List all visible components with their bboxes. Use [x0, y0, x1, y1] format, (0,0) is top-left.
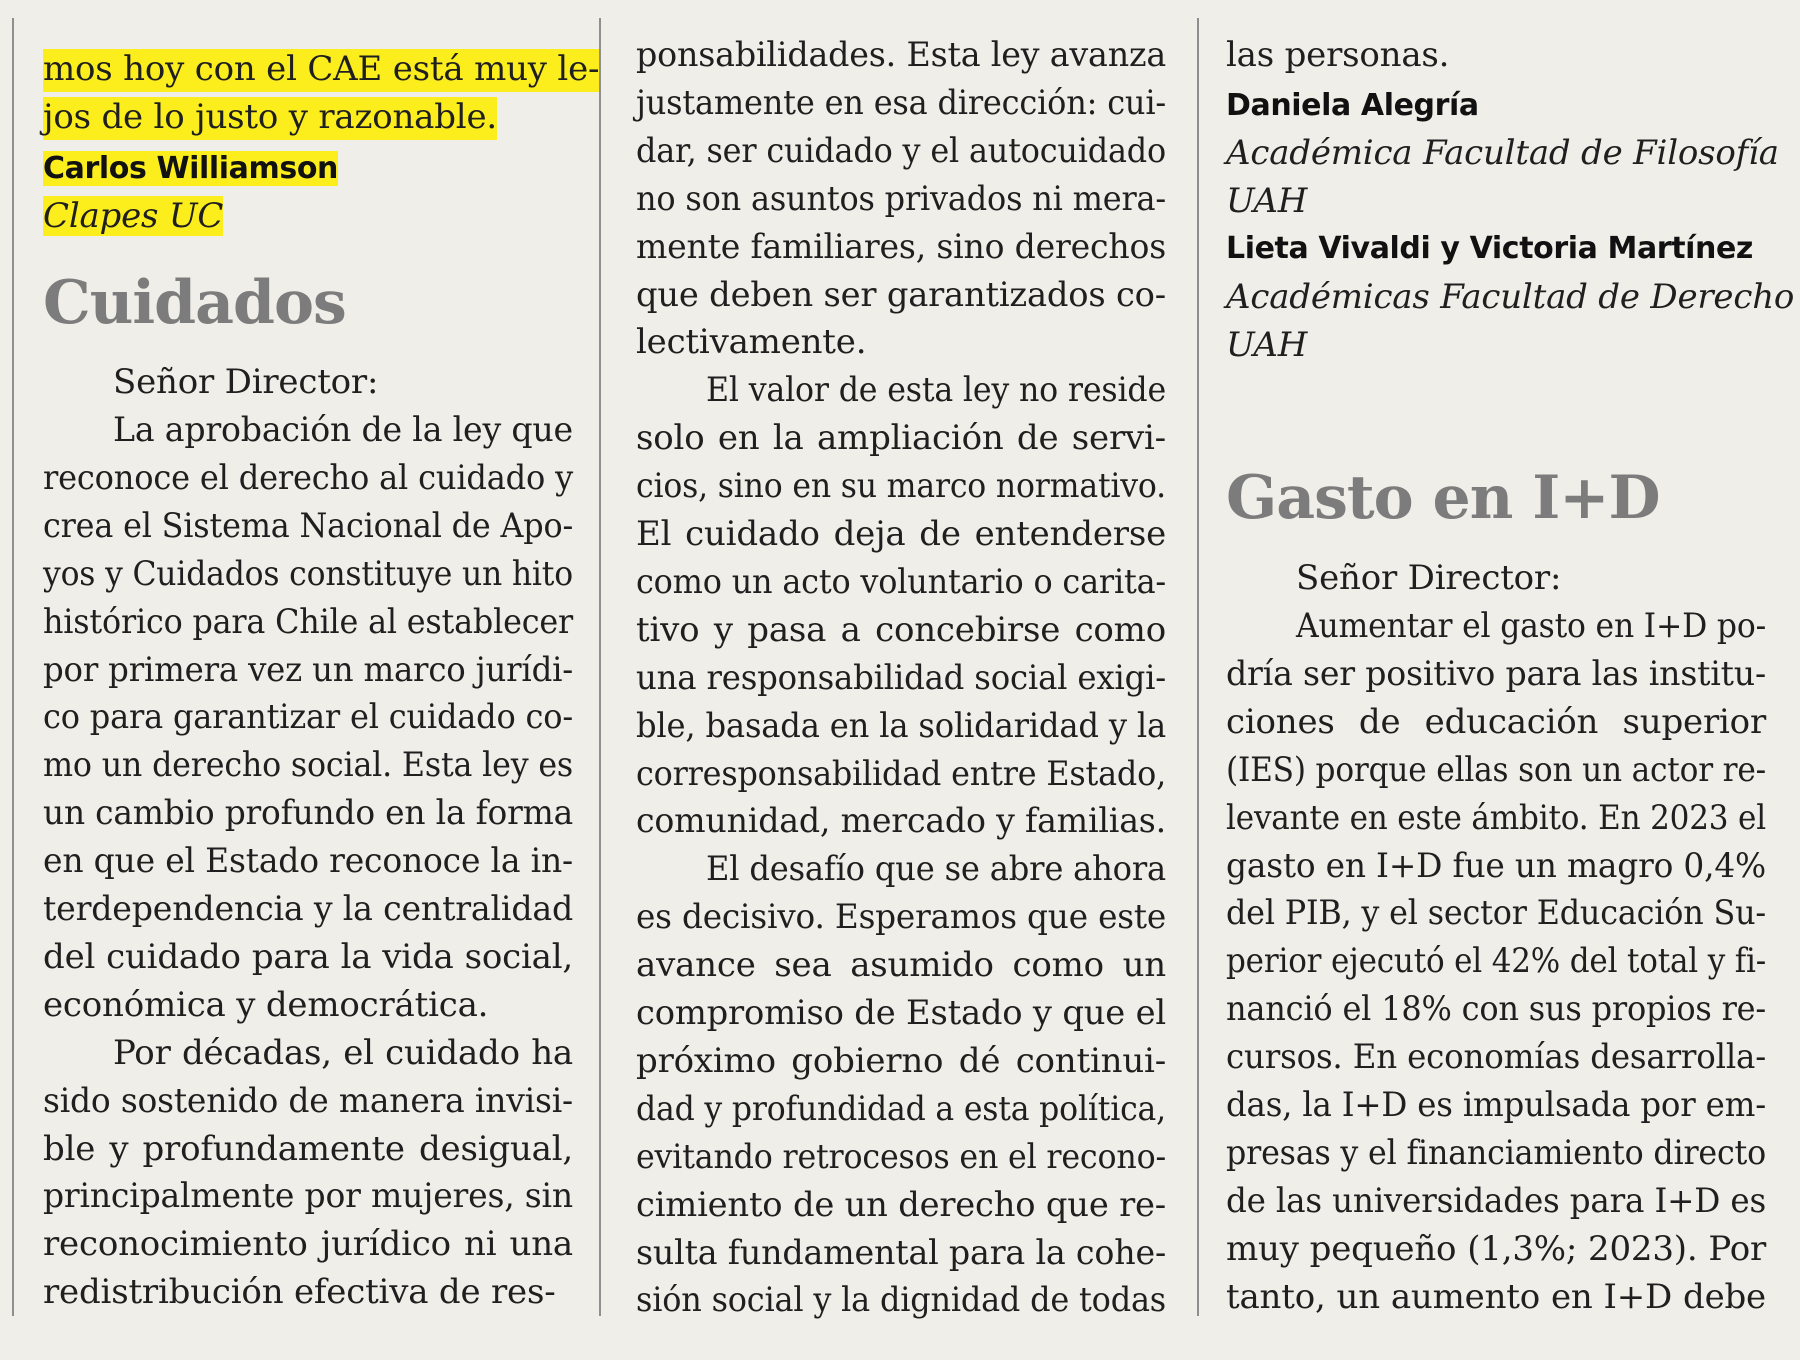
body-line: sido sostenido de manera invisi-: [43, 1080, 573, 1121]
column-rule-center-left: [599, 18, 601, 1316]
author-affiliation: Académicas Facultad de Derecho: [1226, 277, 1795, 317]
body-line: reconocimiento jurídico ni una: [43, 1224, 574, 1265]
author-affiliation: Clapes UC: [43, 196, 224, 236]
body-line: ble y profundamente desigual,: [43, 1128, 574, 1169]
body-line: como un acto voluntario o carita-: [636, 561, 1167, 602]
body-line: dar, ser cuidado y el autocuidado: [636, 130, 1167, 171]
body-line: ponsabilidades. Esta ley avanza: [636, 35, 1167, 75]
body-line: ble, basada en la solidaridad y la: [636, 705, 1167, 746]
body-line: del PIB, y el sector Educación Su-: [1226, 893, 1767, 934]
body-line: sión social y la dignidad de todas: [636, 1280, 1166, 1321]
body-line: corresponsabilidad entre Estado,: [636, 753, 1167, 794]
body-line: justamente en esa dirección: cui-: [636, 82, 1166, 123]
author-affiliation: Académica Facultad de Filosofía: [1226, 133, 1779, 173]
body-line: cursos. En economías desarrolla-: [1226, 1037, 1767, 1078]
body-line: del cuidado para la vida social,: [43, 936, 573, 977]
column-rule-left: [12, 18, 14, 1316]
body-line: co para garantizar el cuidado co-: [43, 697, 573, 738]
body-line: dad y profundidad a esta política,: [636, 1088, 1166, 1129]
body-line: por primera vez un marco jurídi-: [43, 649, 574, 690]
body-line: compromiso de Estado y que el: [636, 993, 1166, 1033]
body-line: muy pequeño (1,3%; 2023). Por: [1226, 1228, 1767, 1269]
letter-title: Gasto en I+D: [1226, 463, 1660, 533]
author-name: Daniela Alegría: [1226, 88, 1479, 123]
body-line: presas y el financiamiento directo: [1226, 1132, 1767, 1173]
body-line: mo un derecho social. Esta ley es: [43, 745, 574, 786]
body-line: principalmente por mujeres, sin: [43, 1176, 573, 1217]
body-line: (IES) porque ellas son un actor re-: [1226, 749, 1767, 790]
body-line: ciones de educación superior: [1226, 701, 1767, 742]
body-line: solo en la ampliación de servi-: [636, 418, 1166, 459]
body-line: reconoce el derecho al cuidado y: [43, 457, 574, 498]
body-line: dría ser positivo para las institu-: [1226, 653, 1766, 694]
salutation: Señor Director:: [1296, 558, 1562, 598]
body-line: tanto, un aumento en I+D debe: [1226, 1276, 1766, 1317]
body-line: es decisivo. Esperamos que este: [636, 897, 1167, 938]
body-line: cimiento de un derecho que re-: [636, 1184, 1166, 1225]
body-line: mente familiares, sino derechos: [636, 226, 1166, 267]
body-line: no son asuntos privados ni mera-: [636, 178, 1166, 219]
body-line: que deben ser garantizados co-: [636, 274, 1166, 315]
body-line: La aprobación de la ley que: [113, 410, 573, 450]
body-line: nanció el 18% con sus propios re-: [1226, 989, 1767, 1030]
author-affiliation: UAH: [1226, 181, 1308, 221]
body-line: de las universidades para I+D es: [1226, 1180, 1766, 1221]
author-name: Carlos Williamson: [43, 151, 339, 186]
body-line: económica y democrática.: [43, 984, 489, 1025]
body-line: levante en este ámbito. En 2023 el: [1226, 797, 1766, 838]
body-line: yos y Cuidados constituye un hito: [43, 553, 573, 594]
body-line: una responsabilidad social exigi-: [636, 657, 1167, 698]
closing-line: las personas.: [1226, 35, 1450, 75]
body-line: lectivamente.: [636, 322, 867, 363]
body-line: cios, sino en su marco normativo.: [636, 466, 1166, 507]
body-line: en que el Estado reconoce la in-: [43, 841, 573, 882]
body-line: gasto en I+D fue un magro 0,4%: [1226, 845, 1767, 886]
body-line: comunidad, mercado y familias.: [636, 801, 1166, 842]
body-line: terdependencia y la centralidad: [43, 889, 574, 929]
body-line: El valor de esta ley no reside: [706, 370, 1167, 411]
body-line: próximo gobierno dé continui-: [636, 1040, 1166, 1081]
intro-line: mos hoy con el CAE está muy le-: [43, 49, 599, 92]
body-line: Por décadas, el cuidado ha: [113, 1032, 573, 1073]
body-line: un cambio profundo en la forma: [43, 793, 573, 834]
column-rule-center-right: [1197, 18, 1199, 1316]
body-line: perior ejecutó el 42% del total y fi-: [1226, 941, 1767, 982]
body-line: El cuidado deja de entenderse: [636, 514, 1166, 554]
body-line: redistribución efectiva de res-: [43, 1272, 556, 1313]
salutation: Señor Director:: [113, 362, 379, 402]
body-line: Aumentar el gasto en I+D po-: [1296, 606, 1766, 646]
body-line: crea el Sistema Nacional de Apo-: [43, 505, 574, 546]
letter-title: Cuidados: [43, 268, 346, 338]
intro-line: jos de lo justo y razonable.: [43, 97, 497, 140]
body-line: sulta fundamental para la cohe-: [636, 1232, 1167, 1273]
body-line: tivo y pasa a concebirse como: [636, 609, 1166, 650]
body-line: evitando retrocesos en el recono-: [636, 1136, 1166, 1177]
author-name: Lieta Vivaldi y Victoria Martínez: [1226, 231, 1753, 266]
body-line: das, la I+D es impulsada por em-: [1226, 1085, 1766, 1125]
author-affiliation: UAH: [1226, 325, 1308, 365]
body-line: El desafío que se abre ahora: [706, 849, 1166, 890]
body-line: avance sea asumido como un: [636, 945, 1166, 986]
body-line: histórico para Chile al establecer: [43, 601, 573, 642]
